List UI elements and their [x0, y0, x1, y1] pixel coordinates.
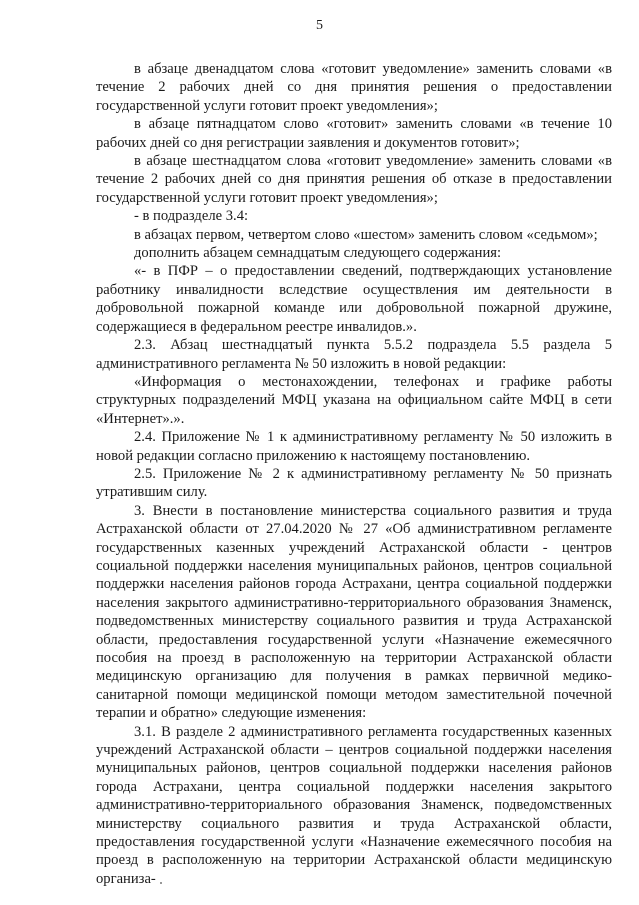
- paragraph: 3. Внести в постановление министерства социального развития и труда Астраханской области от 27.04.2020 № 27 «Об административном регламенте государственных казенных учреждений Астраханской области - центров социальной поддержки населения муниципальных районов, центров социальной поддержки населения районов города Астрахани, центра социальной поддержки населения закрытого административно-территориального образования Знаменск, подведомственных министерству социального развития и труда Астраханской области, предоставления государственной услуги «Назначение ежемесячного пособия на проезд в расположенную на территории Астраханской области медицинскую организацию для получения в рамках первичной медико-санитарной помощи медицинской помощи методом заместительной почечной терапии и обратно» следующие изменения:: [96, 502, 612, 722]
- paragraph: 2.4. Приложение № 1 к административному регламенту № 50 изложить в новой редакции согласно приложению к настоящему постановлению.: [96, 429, 612, 464]
- paragraph: - в подразделе 3.4:: [134, 208, 249, 225]
- page-number: 5: [316, 18, 323, 33]
- paragraph: «- в ПФР – о предоставлении сведений, подтверждающих установление работнику инвалидности вследствие осуществления им деятельности в добровольной пожарной команде или добровольной пожарной дружине, содержащиеся в федеральном реестре инвалидов.».: [96, 263, 612, 335]
- document-body: [96, 60, 612, 888]
- paragraph: «Информация о местонахождении, телефонах и графике работы структурных подразделений МФЦ указана на официальном сайте МФЦ в сети «Интернет».».: [96, 373, 612, 427]
- paragraph: дополнить абзацем семнадцатым следующего содержания:: [134, 245, 502, 262]
- paragraph: в абзацах первом, четвертом слово «шестом» заменить словом «седьмом»;: [134, 226, 598, 243]
- scan-speck: [160, 882, 162, 884]
- paragraph: в абзаце пятнадцатом слово «готовит» заменить словами «в течение 10 рабочих дней со дня регистрации заявления и документов готовит»;: [96, 116, 612, 151]
- paragraph: 2.5. Приложение № 2 к административному регламенту № 50 признать утратившим силу.: [96, 465, 612, 501]
- paragraph: 3.1. В разделе 2 административного регламента государственных казенных учреждений Астраханской области – центров социальной поддержки населения муниципальных районов, центров социальной поддержки населения районов города Астрахани, центра социальной поддержки населения закрытого административно-территориального образования Знаменск, подведомственных министерству социального развития и труда Астраханской области, предоставления государственной услуги «Назначение ежемесячного пособия на проезд в расположенную на территории Астраханской области медицинскую организа-: [96, 723, 612, 887]
- paragraph: 2.3. Абзац шестнадцатый пункта 5.5.2 подраздела 5.5 раздела 5 административного регламента № 50 изложить в новой редакции:: [96, 337, 612, 372]
- paragraph: в абзаце шестнадцатом слова «готовит уведомление» заменить словами «в течение 2 рабочих дней со дня принятия решения об отказе в предоставлении государственной услуги готовит проект уведомления»;: [96, 153, 612, 206]
- paragraph: в абзаце двенадцатом слова «готовит уведомление» заменить словами «в течение 2 рабочих дней со дня принятия решения о предоставлении государственной услуги готовит проект уведомления»;: [96, 61, 612, 114]
